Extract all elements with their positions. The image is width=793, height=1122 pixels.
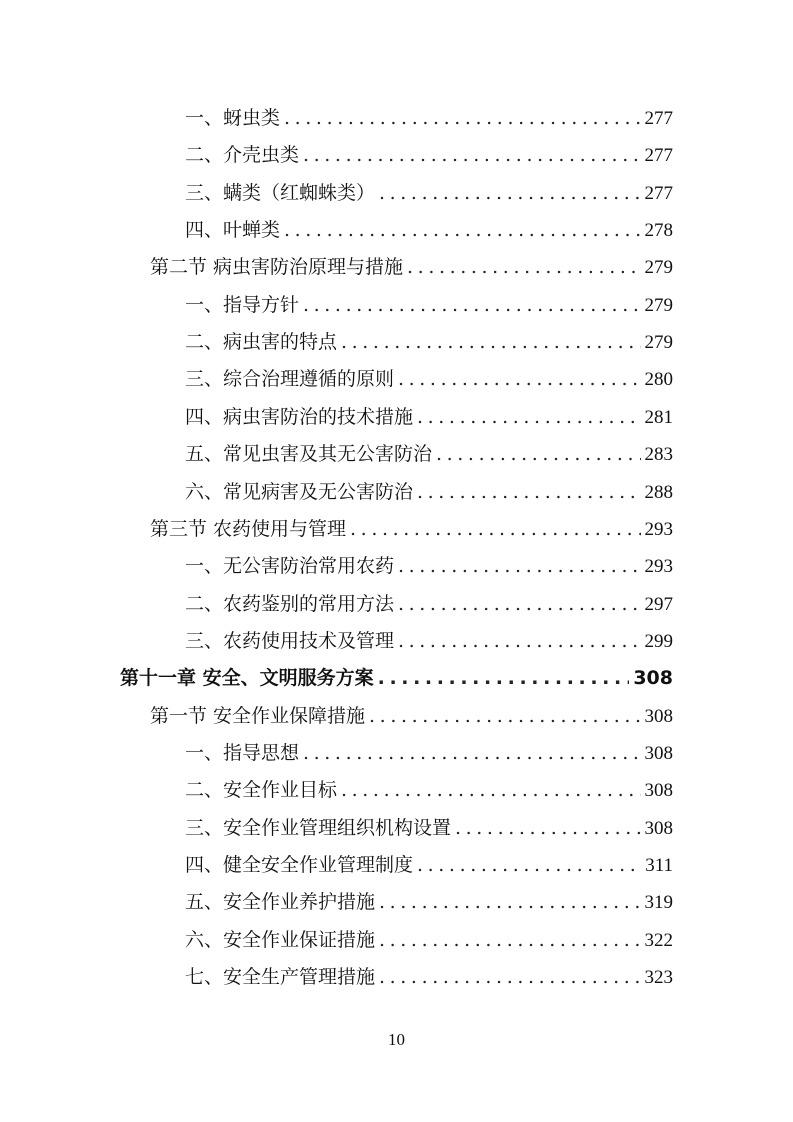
dot-leader — [303, 735, 640, 772]
dot-leader — [398, 623, 640, 660]
dot-leader — [436, 436, 640, 473]
toc-entry-title: 三、螨类（红蜘蛛类） — [185, 181, 376, 204]
toc-entry-page-number: 293 — [644, 518, 673, 540]
toc-entry-page-number: 277 — [644, 108, 673, 129]
toc-entry-title: 第十一章 安全、文明服务方案 — [120, 667, 374, 690]
toc-entry-page-number: 278 — [644, 220, 673, 242]
toc-entry-title: 六、安全作业保证措施 — [185, 928, 376, 951]
dot-leader — [350, 511, 640, 548]
toc-entry-item[interactable] — [185, 847, 673, 884]
toc-entry-item[interactable] — [185, 212, 673, 249]
toc-entry-title: 第一节 安全作业保障措施 — [150, 704, 366, 727]
dot-leader — [303, 137, 640, 174]
dot-leader — [341, 772, 640, 809]
toc-entry-page-number: 293 — [644, 556, 673, 578]
toc-entry-page-number: 279 — [644, 257, 673, 279]
toc-entry-page-number: 297 — [644, 593, 673, 615]
dot-leader — [378, 660, 630, 697]
toc-entry-item[interactable] — [185, 100, 673, 137]
toc-entry-title: 四、健全安全作业管理制度 — [185, 854, 414, 876]
toc-entry-title: 七、安全生产管理措施 — [185, 966, 376, 989]
toc-entry-item[interactable] — [185, 810, 673, 847]
toc-entry-title: 三、农药使用技术及管理 — [185, 629, 395, 652]
toc-entry-title: 五、安全作业养护措施 — [185, 891, 376, 914]
toc-entry-title: 一、指导方针 — [185, 293, 300, 316]
toc-entry-item[interactable] — [185, 175, 673, 212]
toc-entry-item[interactable] — [185, 137, 673, 174]
toc-entry-page-number: 283 — [644, 444, 673, 466]
toc-entry-page-number: 288 — [644, 481, 673, 503]
toc-entry-item[interactable] — [185, 586, 673, 623]
toc-entry-page-number: 279 — [644, 294, 673, 316]
toc-entry-chapter[interactable] — [120, 660, 673, 697]
dot-leader — [284, 212, 640, 249]
toc-entry-title: 二、农药鉴别的常用方法 — [185, 592, 395, 615]
dot-leader — [455, 810, 640, 847]
dot-leader — [379, 922, 640, 959]
toc-entry-item[interactable] — [185, 623, 673, 660]
toc-entry-title: 二、病虫害的特点 — [185, 331, 338, 354]
toc-entry-title: 三、安全作业管理组织机构设置 — [185, 816, 452, 839]
dot-leader — [341, 324, 640, 361]
toc-entry-section[interactable] — [150, 511, 673, 548]
toc-entry-title: 四、叶蝉类 — [185, 219, 281, 242]
dot-leader — [303, 287, 640, 324]
dot-leader — [417, 474, 640, 511]
toc-entry-item[interactable] — [185, 436, 673, 473]
toc-entry-page-number: 308 — [644, 705, 673, 727]
toc-entry-page-number: 308 — [633, 667, 673, 690]
toc-entry-item[interactable] — [185, 884, 673, 921]
dot-leader — [369, 698, 640, 735]
toc-entry-page-number: 279 — [644, 332, 673, 354]
toc-entry-item[interactable] — [185, 959, 673, 996]
toc-entry-title: 一、蚜虫类 — [185, 107, 281, 129]
toc-entry-title: 二、安全作业目标 — [185, 779, 338, 802]
toc-entry-item[interactable] — [185, 399, 673, 436]
toc-entry-page-number: 277 — [644, 182, 673, 204]
toc-entry-title: 二、介壳虫类 — [185, 144, 300, 167]
toc-entry-page-number: 319 — [644, 892, 673, 914]
toc-entry-page-number: 311 — [645, 855, 673, 876]
toc-entry-section[interactable] — [150, 698, 673, 735]
toc-entry-title: 第二节 病虫害防治原理与措施 — [150, 256, 404, 279]
dot-leader — [379, 175, 640, 212]
dot-leader — [398, 548, 640, 585]
toc-entry-title: 六、常见病害及无公害防治 — [185, 480, 414, 503]
toc-entry-item[interactable] — [185, 361, 673, 398]
dot-leader — [379, 884, 640, 921]
toc-entry-page-number: 308 — [644, 780, 673, 802]
toc-entry-page-number: 299 — [644, 630, 673, 652]
toc-entry-item[interactable] — [185, 735, 673, 772]
toc-entry-page-number: 322 — [644, 929, 673, 951]
dot-leader — [398, 361, 640, 398]
toc-entry-title: 第三节 农药使用与管理 — [150, 517, 347, 540]
dot-leader — [284, 100, 640, 137]
toc-entry-page-number: 308 — [644, 742, 673, 764]
toc-entry-section[interactable] — [150, 249, 673, 286]
toc-entry-item[interactable] — [185, 772, 673, 809]
toc-entry-item[interactable] — [185, 324, 673, 361]
dot-leader — [398, 586, 640, 623]
toc-entry-title: 三、综合治理遵循的原则 — [185, 368, 395, 391]
toc-entry-title: 一、指导思想 — [185, 741, 300, 764]
toc-entry-item[interactable] — [185, 548, 673, 585]
toc-entry-item[interactable] — [185, 474, 673, 511]
toc-entry-page-number: 281 — [644, 406, 673, 428]
toc-entry-title: 五、常见虫害及其无公害防治 — [185, 443, 433, 466]
toc-entry-page-number: 280 — [644, 369, 673, 391]
dot-leader — [417, 399, 640, 436]
toc-entry-item[interactable] — [185, 287, 673, 324]
toc-entry-page-number: 323 — [644, 967, 673, 989]
dot-leader — [379, 959, 640, 996]
toc-entry-title: 四、病虫害防治的技术措施 — [185, 405, 414, 428]
page-number: 10 — [388, 1030, 405, 1049]
toc-entry-page-number: 277 — [644, 145, 673, 167]
toc-entry-title: 一、无公害防治常用农药 — [185, 555, 395, 578]
toc-entry-item[interactable] — [185, 922, 673, 959]
toc-entry-page-number: 308 — [644, 817, 673, 839]
dot-leader — [407, 249, 640, 286]
dot-leader — [417, 847, 641, 884]
